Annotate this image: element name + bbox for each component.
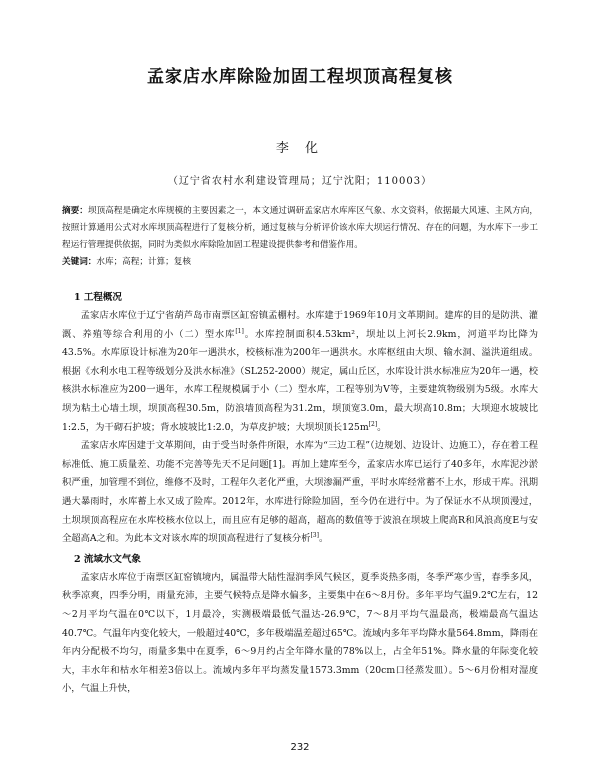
- citation: [3]: [310, 532, 319, 540]
- abstract-text: 坝顶高程是确定水库规模的主要因素之一，本文通过调研孟家店水库库区气象、水文资料，依据最大风速、主风方向，按照计算通用公式对水库坝顶高程进行了复核分析，通过复核与分析评价该水库大坝运行情况、存在的问题，为水库下一步工程运行管理提供依据，同时为类似水库除险加固工程建设提供参考和借鉴作用。: [62, 206, 538, 250]
- paragraph-text: 孟家店水库因建于文革期间，由于受当时条件所限，水库为“三边工程”（边规划、边设计、边施工），存在着工程标准低、施工质量差、功能不完善等先天不足问题[1]。再加上建库至今，孟家店水库已运行了40多年，水库泥沙淤积严重，加管理不到位，维修不及时，工程年久老化严重，大坝渗漏严重，平时水库经常蓄不上水，形成干库。汛期遇大暴雨时，水库蓄上水又成了险库。2012年，水库进行除险加固，至今仍在进行中。为了保证水不从坝顶漫过，土坝坝顶高程应在水库校核水位以上，而且应有足够的超高，超高的数值等于波浪在坝坡上爬高R和风浪高度E与安全超高A之和。为此本文对该水库的坝顶高程进行了复核分析: [62, 440, 538, 545]
- section-2-body: [62, 569, 538, 699]
- section-1-body: [62, 307, 538, 549]
- paper-title: 孟家店水库除险加固工程坝顶高程复核: [147, 67, 453, 87]
- keywords: [62, 254, 538, 271]
- section-heading-1: 1 工程概况: [74, 292, 122, 303]
- paragraph-text: 孟家店水库位于辽宁省葫芦岛市南票区缸窑镇孟棚村。水库建于1969年10月文革期间。建库的目的是防洪、灌溉、养殖等综合利用的小（二）型水库: [62, 310, 538, 340]
- page-number: 232: [290, 742, 310, 753]
- abstract: [62, 203, 538, 254]
- paragraph-text: 。: [318, 533, 329, 545]
- paragraph-text: 。水库控制面积4.53km²，坝址以上河长2.9km，河道平均比降为43.5%。水库原设计标准为20年一遇洪水，校核标准为200年一遇洪水。水库枢纽由大坝、输水洞、溢洪道组成。根据《水利水电工程等级划分及洪水标准》（SL252-2000）规定，属山丘区，水库设计洪水标准应为20年一遇，校核洪水标准应为200一遇年，水库工程规模属于小（二）型水库，工程等别为Ⅴ等，主要建筑物级别为5级。水库大坝为粘土心墙土坝，坝顶高程30.5m，防浪墙顶高程为31.2m，坝顶宽3.0m，最大坝高10.8m；大坝迎水坡坡比1:2.5，为干砌石护坡；背水坡坡比1:2.0，为草皮护坡；大坝坝顶长125m: [62, 328, 538, 433]
- citation: [1]: [235, 327, 244, 335]
- paragraph: [62, 307, 538, 437]
- citation: [2]: [368, 420, 378, 428]
- keywords-label: 关键词：: [62, 257, 97, 267]
- abstract-label: 摘要：: [62, 206, 88, 216]
- section-heading-2: 2 流域水文气象: [74, 553, 141, 565]
- keywords-text: 水库；高程；计算；复核: [96, 257, 191, 267]
- paragraph-text: 。: [377, 421, 387, 433]
- paragraph: 孟家店水库位于南票区缸窑镇境内，属温带大陆性湿润季风气候区，夏季炎热多雨，冬季严寒少雪，春季多风，秋季凉爽，四季分明，雨量充沛，主要气候特点是降水偏多，主要集中在6～8月份。多年平均气温9.2℃左右，12～2月平均气温在0℃以下，1月最冷，实测极端最低气温达-26.9℃，7～8月平均气温最高，极端最高气温达40.7℃。气温年内变化较大，一般超过40℃，多年极端温差超过65℃。流域内多年平均降水量564.8mm，降雨在年内分配极不均匀，雨量多集中在夏季，6～9月约占全年降水量的78%以上，占全年51%。降水量的年际变化较大，丰水年和枯水年相差3倍以上。流域内多年平均蒸发量1573.3mm（20cm口径蒸发皿）。5～6月份相对湿度小，气温上升快，: [62, 571, 538, 695]
- paragraph: [62, 437, 538, 549]
- author-name: 李 化: [275, 141, 325, 156]
- author-affiliation: （辽宁省农村水利建设管理局；辽宁沈阳；110003）: [167, 176, 433, 187]
